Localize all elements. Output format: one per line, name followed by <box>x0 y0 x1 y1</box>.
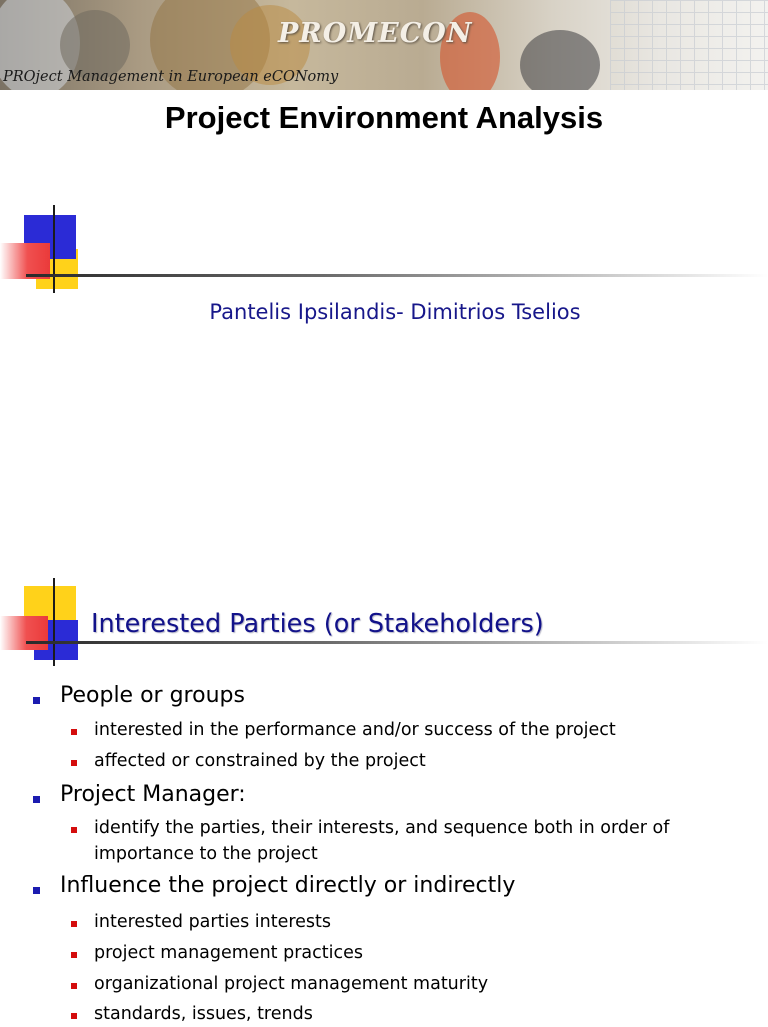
banner-photo-shape <box>520 30 600 90</box>
brand-logo-text: PROMECON <box>278 18 473 49</box>
blue-bullet-icon <box>33 887 40 894</box>
deco-vertical-line <box>53 578 55 666</box>
list-item: Project Manager: <box>60 782 246 807</box>
red-bullet-icon <box>71 952 77 958</box>
list-subitem: organizational project management maturity <box>94 974 489 994</box>
red-bullet-icon <box>71 729 77 735</box>
page-title: Project Environment Analysis <box>164 100 604 135</box>
red-bullet-icon <box>71 921 77 927</box>
red-bullet-icon <box>71 827 77 833</box>
list-subitem: affected or constrained by the project <box>94 751 426 771</box>
list-item: Influence the project directly or indirectly <box>60 873 516 898</box>
red-bullet-icon <box>71 1013 77 1019</box>
deco-vertical-line <box>53 205 55 293</box>
banner-grid-pattern <box>610 0 768 90</box>
list-subitem: identify the parties, their interests, and sequence both in order of <box>94 818 670 838</box>
section-title: Interested Parties (or Stakeholders) <box>91 609 544 639</box>
list-subitem-continuation: importance to the project <box>94 844 318 864</box>
authors-text: Pantelis Ipsilandis- Dimitrios Tselios <box>209 300 581 324</box>
list-subitem: project management practices <box>94 943 363 963</box>
red-bullet-icon <box>71 760 77 766</box>
blue-bullet-icon <box>33 796 40 803</box>
blue-bullet-icon <box>33 697 40 704</box>
list-subitem: interested parties interests <box>94 912 332 932</box>
list-subitem: standards, issues, trends <box>94 1004 313 1024</box>
deco-horizontal-rule <box>26 641 768 644</box>
deco-horizontal-rule <box>26 274 768 277</box>
banner-tagline: PROject Management in European eCONomy <box>3 69 339 85</box>
list-item: People or groups <box>60 683 245 708</box>
deco-red-square <box>0 616 48 650</box>
header-banner <box>0 0 768 90</box>
slide1-decoration <box>0 205 768 295</box>
list-subitem: interested in the performance and/or success of the project <box>94 720 616 740</box>
red-bullet-icon <box>71 983 77 989</box>
